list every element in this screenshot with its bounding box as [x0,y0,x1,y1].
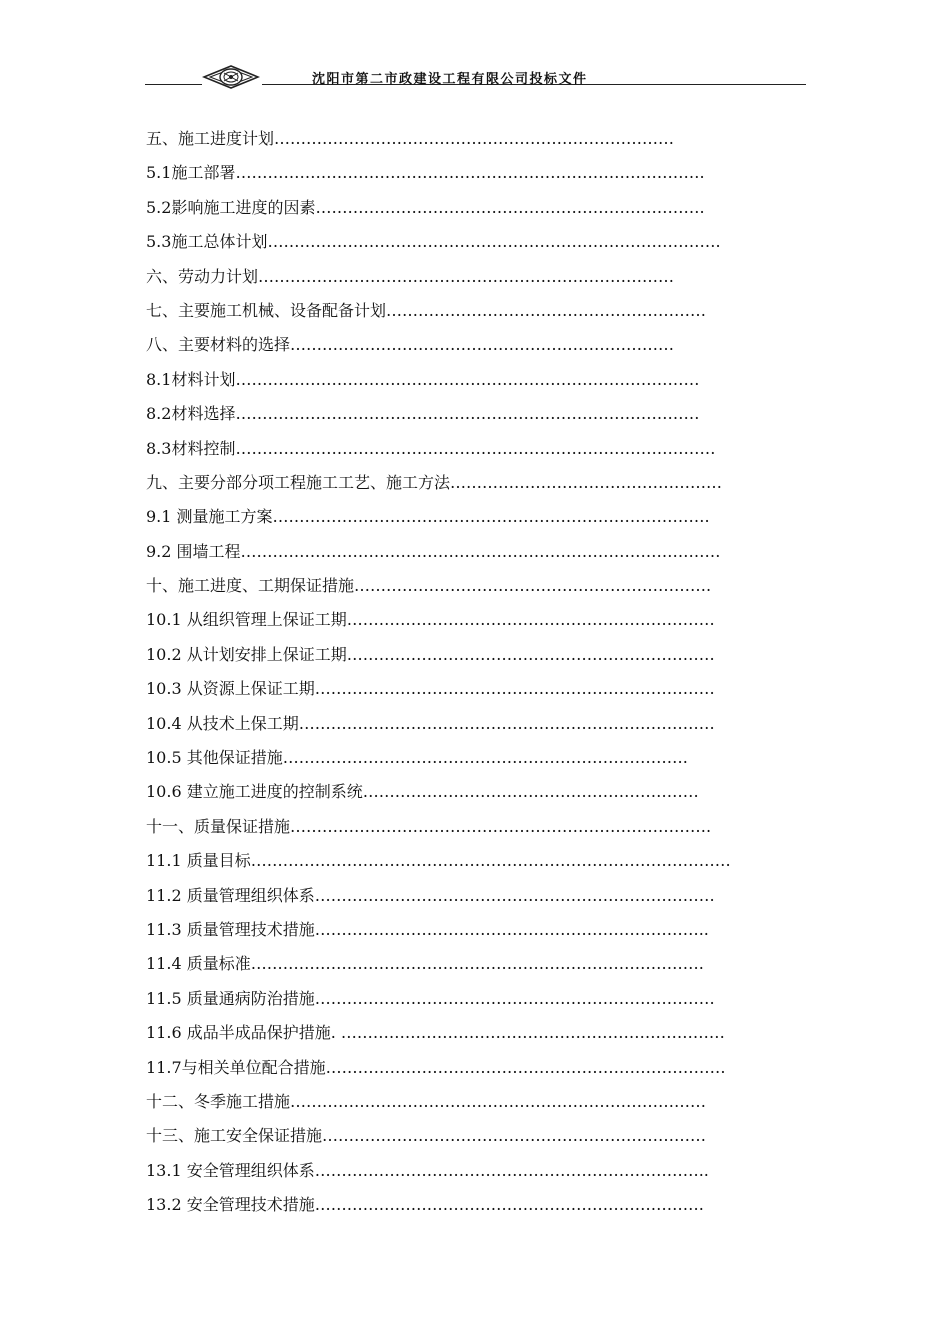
toc-entry[interactable] [146,844,826,878]
toc-entry-label: 10.6 建立施工进度的控制系统 [146,782,363,802]
toc-entry-leader: …………………………………………………… [386,300,707,320]
toc-entry-label: 十一、质量保证措施 [146,816,291,836]
toc-entry-leader: ………………………………………………………………… [325,1057,726,1077]
toc-entry-label: 五、施工进度计划 [146,129,275,148]
toc-entry-leader: …………………………………………………………………… [258,266,675,286]
toc-entry-label: 9.2 围墙工程 [146,541,241,561]
table-of-contents [146,122,826,1223]
toc-entry-leader: ………………………………………………………………. [314,1195,704,1215]
toc-entry[interactable] [146,397,826,431]
toc-entry-leader: ………………………………………………………………… [274,129,675,148]
toc-entry[interactable] [146,569,826,603]
toc-entry-label: 11.6 成品半成品保护措施. [146,1023,336,1043]
toc-entry[interactable] [146,363,826,397]
toc-entry[interactable] [146,603,826,637]
toc-entry[interactable] [146,775,826,809]
toc-entry-leader: ……………………………………………………………….. [314,919,709,939]
toc-entry-label: 10.1 从组织管理上保证工期 [146,610,347,630]
toc-entry-leader: …………………………………………………………………………. [267,232,721,252]
toc-entry-leader: ……………………………………………………………………………… [240,541,721,561]
toc-entry-label: 六、劳动力计划 [146,266,259,286]
toc-entry[interactable] [146,982,826,1016]
header-rule-left [145,84,202,85]
page-header [0,0,950,100]
company-emblem-icon [202,63,260,91]
toc-entry-label: 11.1 质量目标 [146,851,251,871]
toc-entry[interactable] [146,328,826,362]
toc-entry-label: 8.3材料控制 [146,438,236,458]
toc-entry[interactable] [146,638,826,672]
toc-entry[interactable] [146,913,826,947]
toc-entry-leader: …………………………………………………………… [346,610,715,630]
toc-entry-label: 九、主要分部分项工程施工工艺、施工方法 [146,472,451,492]
toc-entry-leader: ……………………………………………………………… [290,335,675,355]
toc-entry-label: 十三、施工安全保证措施 [146,1126,323,1146]
toc-entry-label: 十二、冬季施工措施 [146,1091,291,1111]
toc-entry-label: 10.5 其他保证措施 [146,748,283,768]
toc-entry-leader: …………………………………………………………………………. [250,954,704,974]
toc-entry-label: 11.2 质量管理组织体系 [146,885,315,905]
toc-entry[interactable] [146,260,826,294]
toc-entry[interactable] [146,1051,826,1085]
toc-entry-label: 10.4 从技术上保工期 [146,713,299,733]
toc-entry-leader: ……………………………………………………………….. [314,1160,709,1180]
toc-entry-label: 8.1材料计划 [146,369,236,389]
toc-entry[interactable] [146,191,826,225]
toc-entry-label: 七、主要施工机械、设备配备计划 [146,300,387,320]
toc-entry[interactable] [146,1154,826,1188]
toc-entry[interactable] [146,156,826,190]
toc-entry-label: 10.3 从资源上保证工期 [146,679,315,699]
toc-entry[interactable] [146,432,826,466]
toc-entry-leader: ……………………………………………………………………………… [250,851,731,871]
toc-entry[interactable] [146,741,826,775]
toc-entry-leader: ……………………………………………………………………. [290,816,712,836]
toc-entry-leader: …………………………………………… [450,472,723,492]
toc-entry-label: 5.1施工部署 [146,163,236,183]
toc-entry-leader: ……………………………………………………………………………. [235,163,705,183]
toc-entry[interactable] [146,122,826,156]
toc-entry-leader: ………………………………………………………………… [314,988,715,1008]
toc-entry-leader: ……………………………………………………………… [322,1126,707,1146]
toc-entry-label: 11.5 质量通病防治措施 [146,988,315,1008]
toc-entry[interactable] [146,225,826,259]
header-title: 沈阳市第二市政建设工程有限公司投标文件 [312,72,588,87]
toc-entry-leader: ………………………………………………………………… [314,679,715,699]
toc-entry-leader: …………………………………………………………. [354,576,712,596]
toc-entry-leader: ……………………………………………………………………………… [235,438,716,458]
toc-entry-label: 十、施工进度、工期保证措施 [146,576,355,596]
toc-entry[interactable] [146,1188,826,1222]
toc-entry-leader: …………………………………………………………… [346,644,715,664]
toc-entry-leader: …………………………………………………………………… [290,1091,707,1111]
toc-entry-label: 八、主要材料的选择 [146,335,291,355]
toc-entry-label: 5.3施工总体计划 [146,232,268,252]
toc-entry-label: 11.3 质量管理技术措施 [146,919,315,939]
toc-entry[interactable] [146,879,826,913]
toc-entry[interactable] [146,810,826,844]
toc-entry-leader: ………………………………………………………………………. [272,507,710,527]
toc-entry-label: 13.2 安全管理技术措施 [146,1195,315,1215]
toc-entry-label: 9.1 测量施工方案 [146,507,273,527]
toc-entry-leader: …………………………………………………………………………… [235,404,700,424]
toc-entry-leader: …………………………………………………………………. [282,748,688,768]
toc-entry[interactable] [146,947,826,981]
toc-entry[interactable] [146,535,826,569]
toc-entry-leader: ……………………………………………………… [362,782,699,802]
toc-entry-label: 13.1 安全管理组织体系 [146,1160,315,1180]
toc-entry[interactable] [146,1085,826,1119]
toc-entry[interactable] [146,294,826,328]
toc-entry[interactable] [146,500,826,534]
toc-entry[interactable] [146,1119,826,1153]
toc-entry-label: 11.7与相关单位配合措施 [146,1057,326,1077]
toc-entry-leader: …………………………………………………………………………… [235,369,700,389]
toc-entry[interactable] [146,466,826,500]
toc-entry-label: 8.2材料选择 [146,404,236,424]
toc-entry-label: 5.2影响施工进度的因素 [146,197,316,217]
toc-entry[interactable] [146,1016,826,1050]
toc-entry[interactable] [146,672,826,706]
toc-entry-label: 10.2 从计划安排上保证工期 [146,644,347,664]
toc-entry-leader: ………………………………………………………………. [315,197,705,217]
toc-entry-leader: ………………………………………………………………… [314,885,715,905]
toc-entry-leader: …………………………………………………………………… [298,713,715,733]
toc-entry-label: 11.4 质量标准 [146,954,251,974]
toc-entry-leader: ……………………………………………………………… [335,1023,725,1043]
toc-entry[interactable] [146,707,826,741]
